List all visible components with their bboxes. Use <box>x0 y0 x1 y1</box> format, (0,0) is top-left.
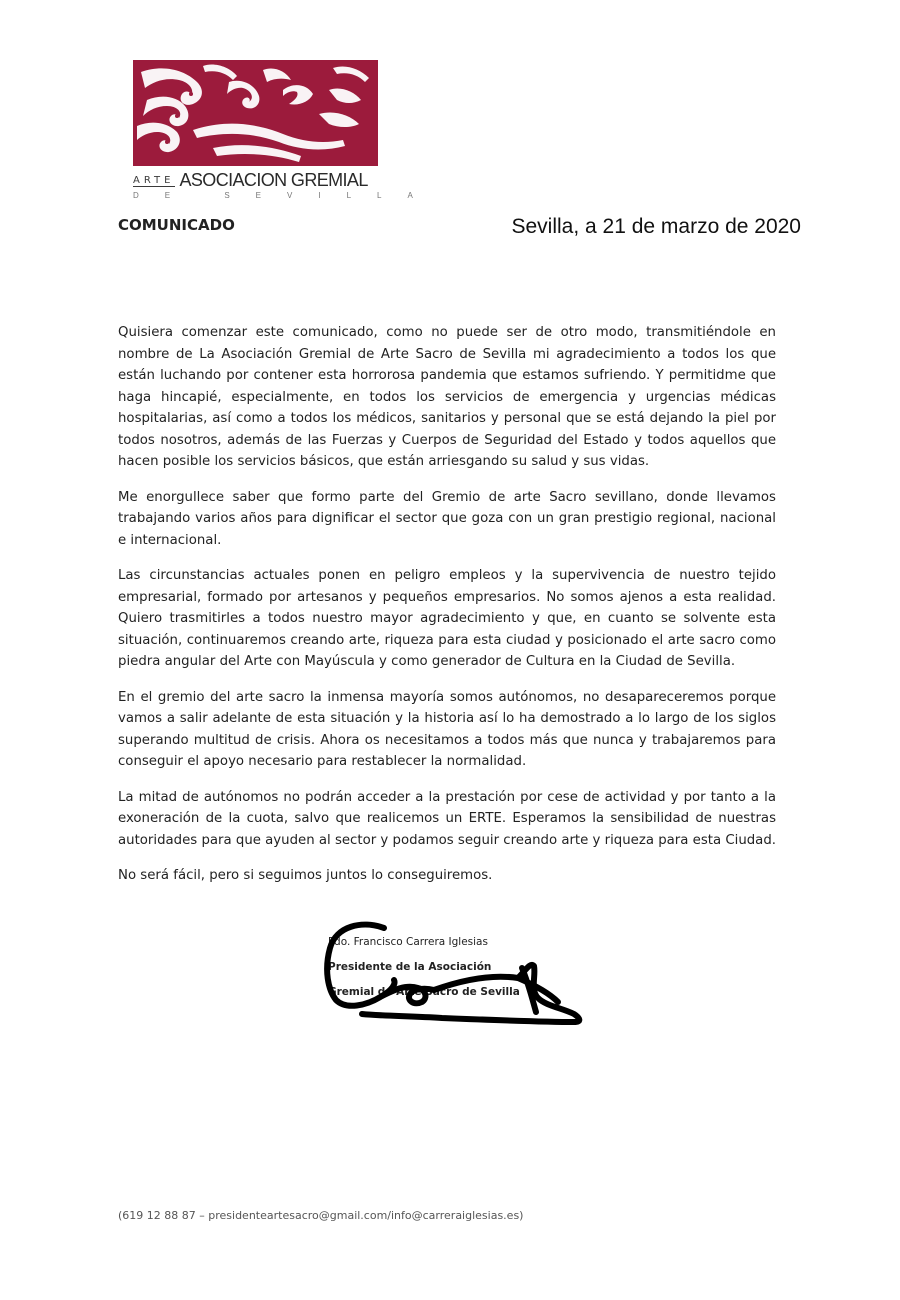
body-paragraph: Quisiera comenzar este comunicado, como no puede ser de otro modo, transmitiéndole en nombre de La Asociación Gremial de Arte Sacro de Sevilla mi agradecimiento a todos los que están luchando por contener esta horrorosa pandemia que estamos sufriendo. Y permitidme que haga hincapié, especialmente, en todos los servicios de emergencia y urgencias médicas hospitalarias, así como a todos los médicos, sanitarios y personal que se está dejando la piel por todos nosotros, además de las Fuerzas y Cuerpos de Seguridad del Estado y todos aquellos que hacen posible los servicios básicos, que están arriesgando su salud y sus vidas. <box>118 325 776 469</box>
logo-wordmark <box>133 170 378 190</box>
signature-block <box>322 918 592 1038</box>
logo-city-text: DE SEVILLA <box>133 191 439 200</box>
body-paragraph: Me enorgullece saber que formo parte del Gremio de arte Sacro sevillano, donde llevamos trabajando varios años para dignificar el sector que goza con un gran prestigio regional, nacional e internacional. <box>118 489 776 548</box>
letter-body <box>118 322 776 901</box>
association-logo <box>133 60 439 202</box>
handwritten-signature-icon <box>322 918 592 1038</box>
body-paragraph: Las circunstancias actuales ponen en peligro empleos y la supervivencia de nuestro tejido empresarial, formado por artesanos y pequeños empresarios. No somos ajenos a esta realidad. Quiero trasmitirles a todos nuestro mayor agradecimiento y que, en cuanto se solvente esta situación, continuaremos creando arte, riqueza para esta ciudad y posicionado el arte sacro como piedra angular del Arte con Mayúscula y como generador de Cultura en la Ciudad de Sevilla. <box>118 568 776 669</box>
body-paragraph: No será fácil, pero si seguimos juntos lo conseguiremos. <box>118 868 493 883</box>
signatory-title: Presidente de la Asociación <box>328 961 492 973</box>
contact-footer: (619 12 88 87 – presidenteartesacro@gmail.com/info@carreraiglesias.es) <box>118 1209 524 1222</box>
logo-arte-text: ARTE <box>133 175 175 186</box>
body-paragraph: La mitad de autónomos no podrán acceder a la prestación por cese de actividad y por tanto a la exoneración de la cuota, salvo que realicemos un ERTE. Esperamos la sensibilidad de nuestras autoridades para que ayuden al sector y podamos seguir creando arte y riqueza para esta Ciudad. <box>118 789 777 848</box>
logo-emblem-icon <box>133 60 378 166</box>
signatory-organization: Gremial de Arte Sacro de Sevilla <box>328 986 520 998</box>
body-paragraph: En el gremio del arte sacro la inmensa mayoría somos autónomos, no desapareceremos porque vamos a salir adelante de esta situación y la historia así lo ha demostrado a lo largo de los siglos superando multitud de crisis. Ahora os necesitamos a todos más que nunca y trabajaremos para conseguir el apoyo necesario para restablecer la normalidad. <box>118 689 776 769</box>
signatory-name: Fdo. Francisco Carrera Iglesias <box>328 936 488 948</box>
logo-association-text: ASOCIACION GREMIAL <box>179 170 368 190</box>
document-date: Sevilla, a 21 de marzo de 2020 <box>511 215 801 238</box>
document-heading: COMUNICADO <box>118 216 235 234</box>
